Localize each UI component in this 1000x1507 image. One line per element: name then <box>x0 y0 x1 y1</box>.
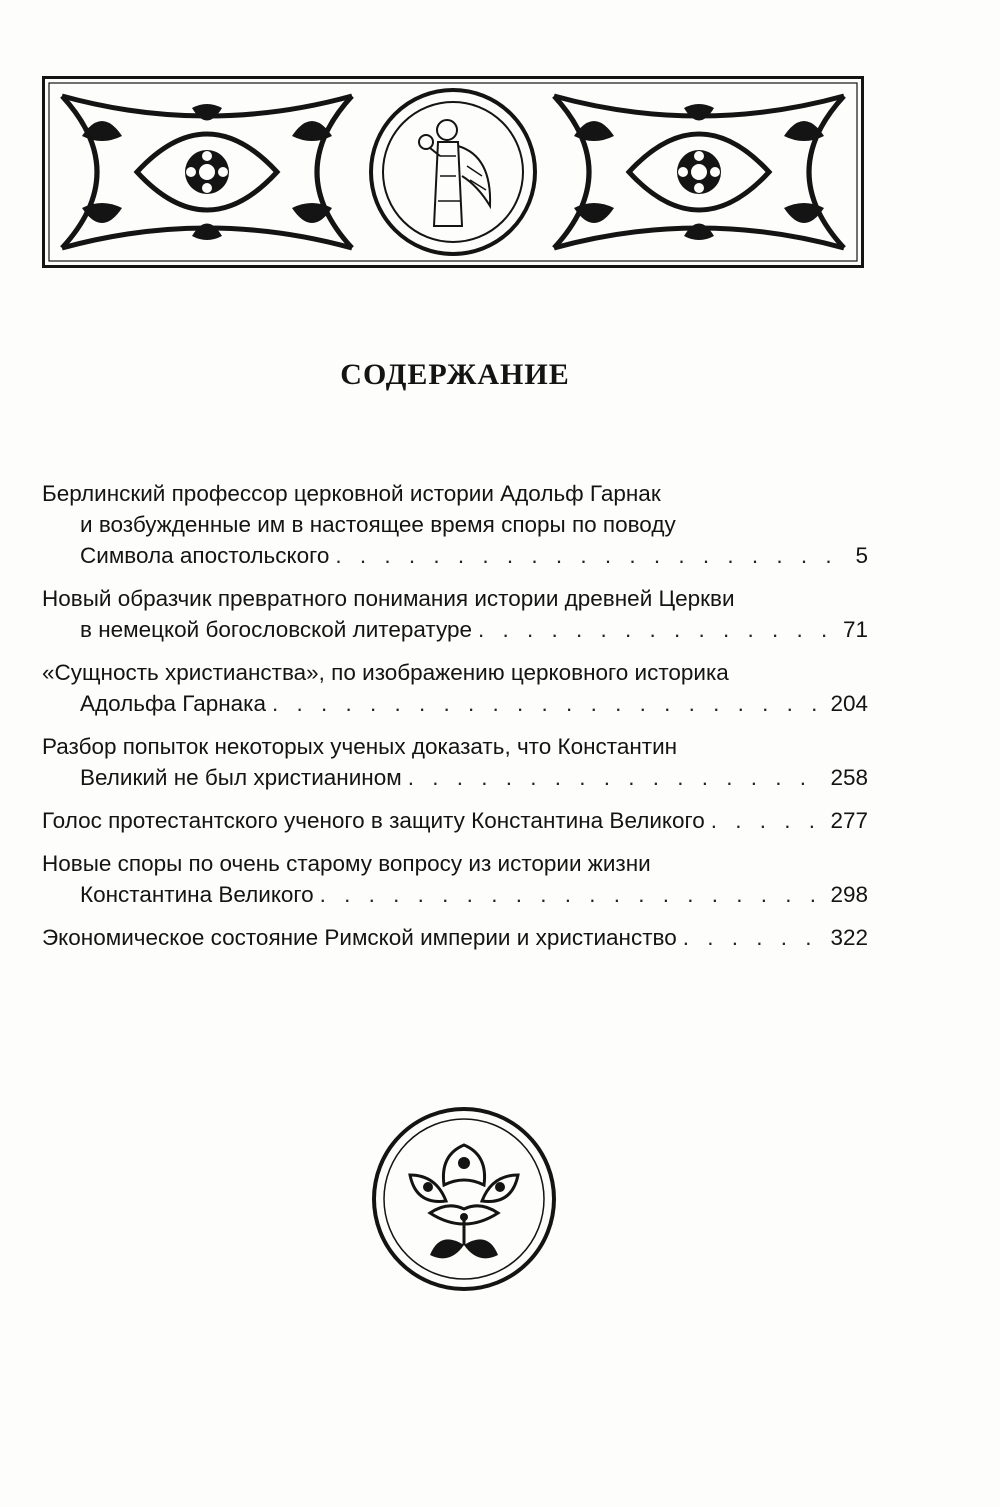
toc-entry <box>42 731 868 793</box>
toc-page-number: 204 <box>830 691 868 716</box>
dot-leader <box>320 879 825 910</box>
toc-entry-line: Новые споры по очень старому вопросу из истории жизни <box>42 851 651 876</box>
toc-entry <box>42 583 868 645</box>
right-rosette-icon <box>677 150 721 194</box>
dot-leader <box>408 762 825 793</box>
toc-entry-last-line <box>42 879 868 910</box>
toc-entry-last-line <box>42 614 868 645</box>
toc-entry-last-line <box>42 762 868 793</box>
toc-entry-line: Экономическое состояние Римской империи и христианство <box>42 925 677 950</box>
floral-medallion-icon <box>370 1105 558 1293</box>
dot-leader <box>335 540 849 571</box>
toc-entry-line: в немецкой богословской литературе <box>80 617 472 642</box>
toc-entry-line: «Сущность христианства», по изображению церковного историка <box>42 660 729 685</box>
left-rosette-icon <box>185 150 229 194</box>
toc-entry-line: Великий не был христианином <box>80 765 402 790</box>
page-title: СОДЕРЖАНИЕ <box>340 358 570 391</box>
toc-entry-line: Голос протестантского ученого в защиту Константина Великого <box>42 808 705 833</box>
toc-entry-line: Разбор попыток некоторых ученых доказать, что Константин <box>42 734 678 759</box>
dot-leader <box>478 614 837 645</box>
table-of-contents <box>42 478 868 965</box>
toc-page-number: 258 <box>830 765 868 790</box>
toc-entry <box>42 478 868 571</box>
toc-entry-last-line <box>42 688 868 719</box>
toc-entry-line: Берлинский профессор церковной истории Адольф Гарнак <box>42 481 661 506</box>
toc-entry-line: и возбужденные им в настоящее время споры по поводу <box>80 512 676 537</box>
toc-entry <box>42 657 868 719</box>
toc-entry <box>42 805 868 836</box>
toc-entry-line: Константина Великого <box>80 882 314 907</box>
toc-entry-last-line <box>42 540 868 571</box>
toc-page-number: 298 <box>830 882 868 907</box>
dot-leader <box>683 922 825 953</box>
toc-entry <box>42 922 868 953</box>
angel-medallion-icon <box>371 90 535 254</box>
toc-entry <box>42 848 868 910</box>
toc-page-number: 71 <box>842 617 868 642</box>
toc-page-number: 277 <box>830 808 868 833</box>
toc-page-number: 5 <box>855 543 868 568</box>
toc-entry-line: Символа апостольского <box>80 543 330 568</box>
toc-entry-line: Адольфа Гарнака <box>80 691 267 716</box>
toc-entry-last-line <box>42 922 868 953</box>
toc-entry-last-line <box>42 805 868 836</box>
dot-leader <box>272 688 824 719</box>
dot-leader <box>711 805 825 836</box>
header-ornament-band <box>42 76 864 268</box>
toc-entry-line: Новый образчик превратного понимания истории древней Церкви <box>42 586 735 611</box>
toc-page-number: 322 <box>830 925 868 950</box>
